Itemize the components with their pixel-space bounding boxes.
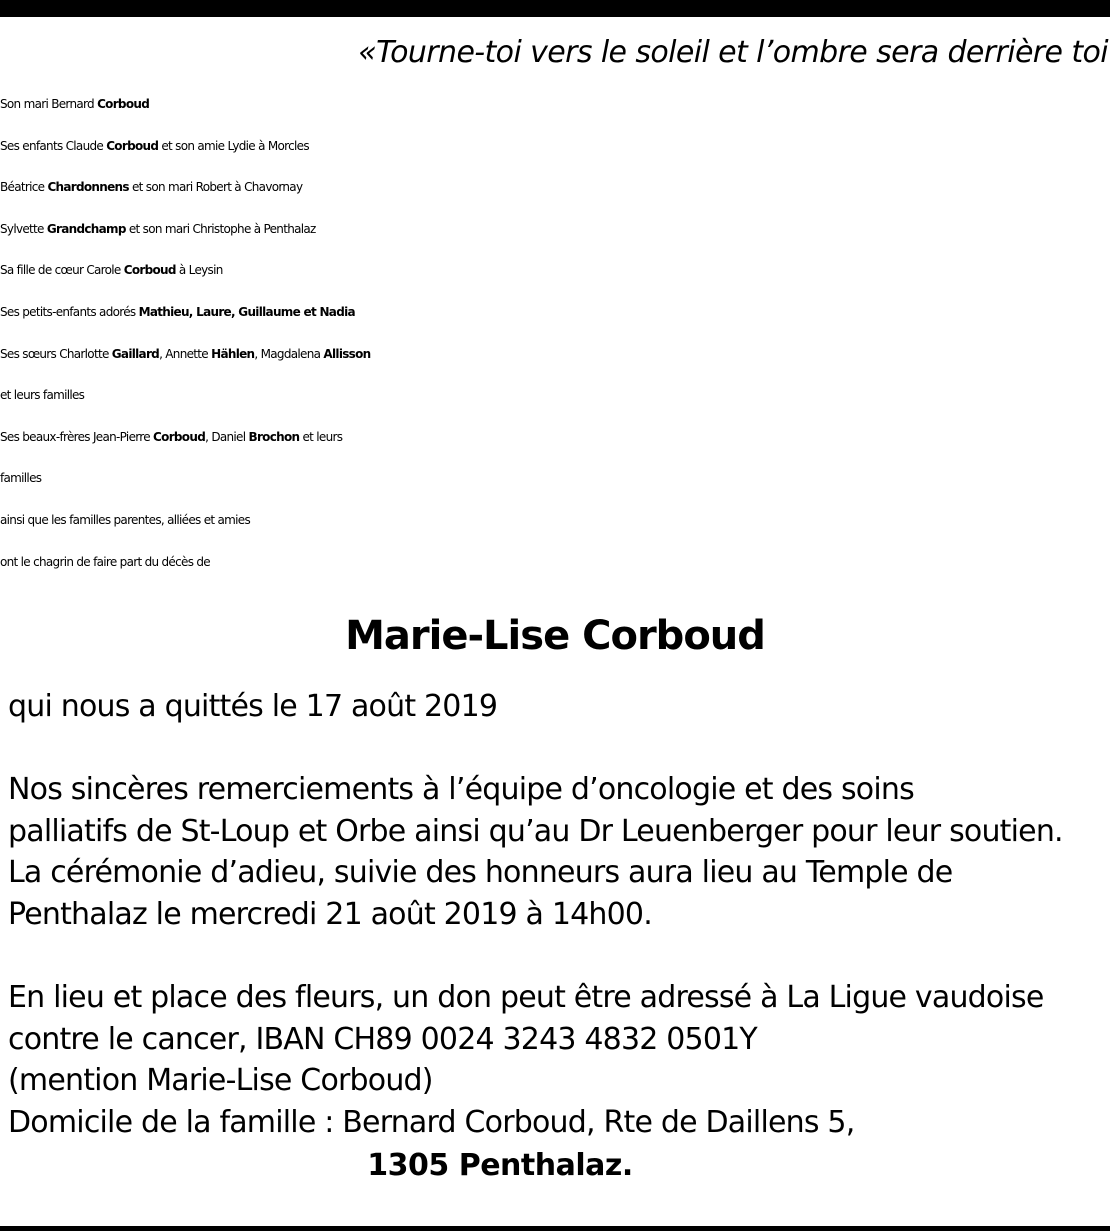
spacer <box>8 936 1108 978</box>
family-line-sisters: Ses sœurs Charlotte Gaillard, Annette Hählen, Magdalena Allisson <box>0 346 371 361</box>
family-line-children: Ses enfants Claude Corboud et son amie Lydie à Morcles <box>0 138 309 153</box>
family-line-brothers-in-law: Ses beaux-frères Jean-Pierre Corboud, Daniel Brochon et leurs <box>0 429 343 444</box>
surname: Gaillard <box>111 346 160 361</box>
bottom-rule <box>0 1226 1110 1231</box>
surname: Corboud <box>106 138 159 153</box>
announcement-line: ont le chagrin de faire part du décès de <box>0 554 210 569</box>
surname: Corboud <box>97 97 150 111</box>
family-line-brothers-in-law-families: familles <box>0 471 42 486</box>
donation-line-1: En lieu et place des fleurs, un don peut être adressé à La Ligue vaudoise <box>8 980 1044 1016</box>
family-line-grandchildren: Ses petits-enfants adorés Mathieu, Laure, Guillaume et Nadia <box>0 304 355 319</box>
family-line-sisters-families: et leurs familles <box>0 388 85 403</box>
grandchildren-names: Mathieu, Laure, Guillaume et Nadia <box>138 304 355 319</box>
donation-line-2: contre le cancer, IBAN CH89 0024 3243 4832 0501Y <box>8 1021 757 1057</box>
epigraph-quote: «Tourne-toi vers le soleil et l’ombre sera derrière toi <box>358 35 1108 70</box>
family-line-relatives: ainsi que les familles parentes, alliées et amies <box>0 512 251 527</box>
family-line-carole: Sa fille de cœur Carole Corboud à Leysin <box>0 263 223 278</box>
family-line-beatrice: Béatrice Chardonnens et son mari Robert à Chavornay <box>0 180 303 195</box>
surname: Grandchamp <box>46 221 126 236</box>
thanks-line-2: palliatifs de St-Loup et Orbe ainsi qu’au Dr Leuenberger pour leur soutien. <box>8 813 1063 849</box>
surname: Allisson <box>323 346 371 361</box>
spacer <box>8 728 1108 770</box>
surname: Corboud <box>153 429 206 444</box>
deceased-name: Marie-Lise Corboud <box>345 613 765 659</box>
family-list <box>0 84 1108 583</box>
domicile-line: Domicile de la famille : Bernard Corboud, Rte de Daillens 5, <box>8 1104 855 1140</box>
thanks-line-1: Nos sincères remerciements à l’équipe d’oncologie et des soins <box>8 772 914 808</box>
ceremony-line-2: Penthalaz le mercredi 21 août 2019 à 14h00. <box>8 896 652 932</box>
donation-line-3: (mention Marie-Lise Corboud) <box>8 1063 433 1099</box>
surname: Hählen <box>211 346 255 361</box>
family-line-sylvette: Sylvette Grandchamp et son mari Christophe à Penthalaz <box>0 221 316 236</box>
passed-date-line: qui nous a quittés le 17 août 2019 <box>8 689 498 724</box>
surname: Chardonnens <box>47 180 129 195</box>
details-block <box>8 686 1108 1144</box>
ceremony-line-1: La cérémonie d’adieu, suivie des honneurs aura lieu au Temple de <box>8 855 953 891</box>
surname: Corboud <box>123 263 176 278</box>
family-line-husband: Son mari Bernard Corboud <box>0 97 150 111</box>
closing-locality: 1305 Penthalaz. <box>367 1148 633 1183</box>
top-rule <box>0 0 1110 17</box>
surname: Brochon <box>248 429 300 444</box>
